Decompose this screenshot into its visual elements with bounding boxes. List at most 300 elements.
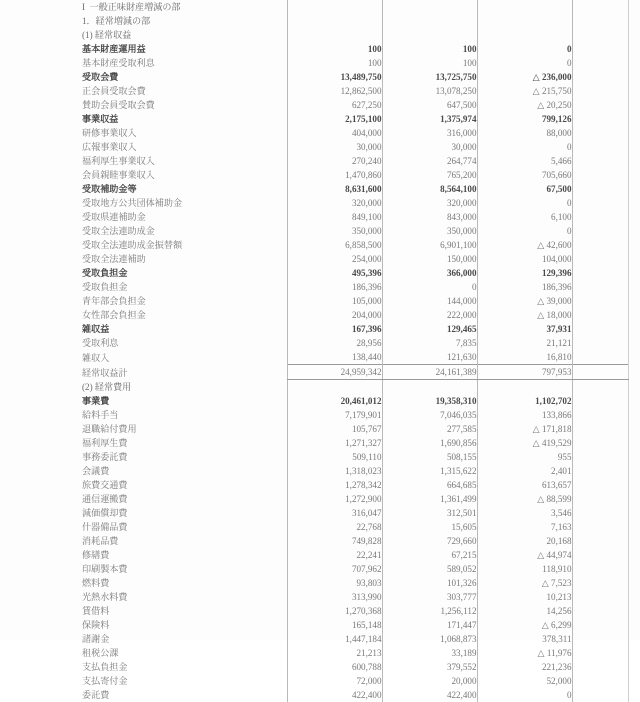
table-row [82, 548, 628, 562]
amount-previous: 1,375,974 [382, 112, 477, 126]
amount-difference [477, 380, 572, 395]
row-label: 支払寄付金 [82, 676, 128, 686]
amount-previous [382, 380, 477, 395]
amount-previous: 366,000 [382, 266, 477, 280]
amount-current: 404,000 [287, 126, 382, 140]
row-label: I 一般正味財産増減の部 [82, 2, 181, 12]
row-tail-cell [572, 688, 628, 702]
amount-current: 72,000 [287, 674, 382, 688]
amount-current: 105,000 [287, 294, 382, 308]
amount-current: 749,828 [287, 534, 382, 548]
amount-previous: 765,200 [382, 168, 477, 182]
amount-current: 100 [287, 42, 382, 56]
row-tail-cell [572, 674, 628, 688]
table-row [82, 478, 628, 492]
amount-current: 254,000 [287, 252, 382, 266]
amount-previous: 664,685 [382, 478, 477, 492]
amount-current: 1,278,342 [287, 478, 382, 492]
row-label: 給料手当 [82, 410, 119, 420]
row-tail-cell [572, 196, 628, 210]
table-row [82, 336, 628, 350]
table-row [82, 280, 628, 294]
amount-difference [477, 618, 572, 632]
amount-difference: 3,546 [477, 506, 572, 520]
amount-previous: 33,189 [382, 646, 477, 660]
table-row [82, 112, 628, 126]
row-tail-cell [572, 534, 628, 548]
amount-current: 6,858,500 [287, 238, 382, 252]
amount-current: 707,962 [287, 562, 382, 576]
row-label: 通信運搬費 [82, 494, 128, 504]
amount-previous: 8,564,100 [382, 182, 477, 196]
amount-previous: 13,078,250 [382, 84, 477, 98]
row-tail-cell [572, 380, 628, 395]
amount-previous: 843,000 [382, 210, 477, 224]
amount-previous: 422,400 [382, 688, 477, 702]
row-tail-cell [572, 478, 628, 492]
amount-previous [382, 28, 477, 42]
amount-difference: 0 [477, 42, 572, 56]
amount-previous: 13,725,750 [382, 70, 477, 84]
table-body [82, 0, 628, 702]
amount-previous: 24,161,389 [382, 365, 477, 380]
amount-previous: 30,000 [382, 140, 477, 154]
amount-difference [477, 422, 572, 436]
row-label: 修繕費 [82, 550, 110, 560]
table-row [82, 126, 628, 140]
amount-difference [477, 576, 572, 590]
row-tail-cell [572, 322, 628, 336]
row-label: 雑収益 [82, 324, 110, 334]
row-tail-cell [572, 365, 628, 380]
amount-difference [477, 646, 572, 660]
amount-previous: 144,000 [382, 294, 477, 308]
row-tail-cell [572, 308, 628, 322]
amount-current: 7,179,901 [287, 408, 382, 422]
table-row [82, 674, 628, 688]
table-row [82, 70, 628, 84]
table-row [82, 266, 628, 280]
amount-current: 313,990 [287, 590, 382, 604]
table-row [82, 590, 628, 604]
row-label: 基本財産運用益 [82, 44, 146, 54]
row-tail-cell [572, 350, 628, 365]
negative-value: △ 236,000 [533, 72, 572, 82]
amount-previous: 6,901,100 [382, 238, 477, 252]
amount-difference [477, 548, 572, 562]
row-tail-cell [572, 224, 628, 238]
table-row [82, 408, 628, 422]
amount-previous: 1,068,873 [382, 632, 477, 646]
row-tail-cell [572, 436, 628, 450]
table-row [82, 646, 628, 660]
row-tail-cell [572, 112, 628, 126]
amount-previous: 1,315,622 [382, 464, 477, 478]
table-row [82, 168, 628, 182]
amount-difference: 129,396 [477, 266, 572, 280]
amount-difference [477, 238, 572, 252]
amount-difference: 88,000 [477, 126, 572, 140]
table-row [82, 365, 628, 380]
row-label: 受取全法連助成金 [82, 226, 155, 236]
amount-previous: 121,630 [382, 350, 477, 365]
negative-value: △ 171,818 [533, 424, 572, 434]
amount-difference: 799,126 [477, 112, 572, 126]
table-row [82, 492, 628, 506]
financial-statement-table [82, 0, 629, 702]
table-row [82, 576, 628, 590]
amount-current: 1,470,860 [287, 168, 382, 182]
amount-difference: 5,466 [477, 154, 572, 168]
row-label: 賃借料 [82, 606, 110, 616]
amount-previous [382, 0, 477, 14]
table-row [82, 224, 628, 238]
table-row [82, 154, 628, 168]
table-row [82, 422, 628, 436]
amount-current: 422,400 [287, 688, 382, 702]
row-label: 受取負担金 [82, 282, 128, 292]
negative-value: △ 20,250 [537, 100, 571, 110]
amount-current: 20,461,012 [287, 394, 382, 408]
table-row [82, 56, 628, 70]
row-label: (2) 経常費用 [82, 382, 132, 392]
row-label: 福利厚生費 [82, 438, 128, 448]
row-tail-cell [572, 266, 628, 280]
row-label: 受取会費 [82, 72, 119, 82]
row-label: 租税公課 [82, 648, 119, 658]
row-label: 会員親睦事業収入 [82, 170, 155, 180]
row-label: 委託費 [82, 690, 110, 700]
amount-previous: 100 [382, 42, 477, 56]
amount-difference: 0 [477, 140, 572, 154]
amount-current [287, 28, 382, 42]
amount-difference: 52,000 [477, 674, 572, 688]
row-label: 受取県連補助金 [82, 212, 146, 222]
negative-value: △ 42,600 [537, 240, 571, 250]
amount-difference [477, 0, 572, 14]
amount-previous: 171,447 [382, 618, 477, 632]
amount-previous [382, 14, 477, 28]
row-label: (1) 経常収益 [82, 30, 132, 40]
row-label: 福利厚生事業収入 [82, 156, 155, 166]
table-row [82, 308, 628, 322]
row-label: 受取負担金 [82, 268, 128, 278]
amount-difference: 67,500 [477, 182, 572, 196]
row-label: 会議費 [82, 466, 110, 476]
amount-current: 495,396 [287, 266, 382, 280]
amount-difference [477, 492, 572, 506]
amount-previous: 316,000 [382, 126, 477, 140]
amount-difference: 0 [477, 56, 572, 70]
amount-current: 100 [287, 56, 382, 70]
amount-current: 320,000 [287, 196, 382, 210]
amount-current: 105,767 [287, 422, 382, 436]
table-row [82, 688, 628, 702]
amount-current [287, 0, 382, 14]
amount-current [287, 14, 382, 28]
row-tail-cell [572, 210, 628, 224]
row-tail-cell [572, 464, 628, 478]
amount-current: 165,148 [287, 618, 382, 632]
row-tail-cell [572, 562, 628, 576]
amount-current: 12,862,500 [287, 84, 382, 98]
row-tail-cell [572, 604, 628, 618]
amount-difference: 16,810 [477, 350, 572, 365]
row-tail-cell [572, 394, 628, 408]
negative-value: △ 44,974 [537, 550, 571, 560]
row-tail-cell [572, 492, 628, 506]
row-tail-cell [572, 42, 628, 56]
amount-current [287, 380, 382, 395]
amount-difference: 955 [477, 450, 572, 464]
amount-previous: 101,326 [382, 576, 477, 590]
table-row [82, 210, 628, 224]
amount-difference: 221,236 [477, 660, 572, 674]
amount-difference: 7,163 [477, 520, 572, 534]
row-label: 消耗品費 [82, 536, 119, 546]
row-tail-cell [572, 294, 628, 308]
amount-previous: 264,774 [382, 154, 477, 168]
table-row [82, 238, 628, 252]
table-row [82, 604, 628, 618]
amount-difference [477, 308, 572, 322]
table-row [82, 534, 628, 548]
row-label: 諸謝金 [82, 634, 110, 644]
negative-value: △ 88,599 [537, 494, 571, 504]
table-row [82, 520, 628, 534]
row-label: 受取全法連助成金振替額 [82, 240, 183, 250]
amount-current: 204,000 [287, 308, 382, 322]
amount-previous: 7,046,035 [382, 408, 477, 422]
row-tail-cell [572, 632, 628, 646]
row-label: 受取利息 [82, 338, 119, 348]
amount-current: 22,768 [287, 520, 382, 534]
table-row [82, 294, 628, 308]
amount-difference: 133,866 [477, 408, 572, 422]
row-tail-cell [572, 84, 628, 98]
amount-previous: 589,052 [382, 562, 477, 576]
row-tail-cell [572, 126, 628, 140]
row-label: 広報事業収入 [82, 142, 137, 152]
row-tail-cell [572, 252, 628, 266]
amount-current: 13,489,750 [287, 70, 382, 84]
amount-previous: 15,605 [382, 520, 477, 534]
row-label: 退職給付費用 [82, 424, 137, 434]
row-tail-cell [572, 660, 628, 674]
amount-difference: 186,396 [477, 280, 572, 294]
amount-difference [477, 70, 572, 84]
negative-value: △ 11,976 [538, 648, 572, 658]
table-row [82, 196, 628, 210]
amount-previous: 1,361,499 [382, 492, 477, 506]
amount-previous: 277,585 [382, 422, 477, 436]
amount-previous: 729,660 [382, 534, 477, 548]
amount-difference: 14,256 [477, 604, 572, 618]
amount-difference [477, 436, 572, 450]
amount-difference: 104,000 [477, 252, 572, 266]
amount-previous: 312,501 [382, 506, 477, 520]
amount-previous: 19,358,310 [382, 394, 477, 408]
row-tail-cell [572, 70, 628, 84]
amount-difference: 20,168 [477, 534, 572, 548]
amount-previous: 1,690,856 [382, 436, 477, 450]
table-row [82, 380, 628, 395]
amount-current: 22,241 [287, 548, 382, 562]
table-row [82, 394, 628, 408]
table-row [82, 632, 628, 646]
table-row [82, 84, 628, 98]
amount-difference: 6,100 [477, 210, 572, 224]
row-tail-cell [572, 576, 628, 590]
table-row [82, 450, 628, 464]
row-tail-cell [572, 506, 628, 520]
negative-value: △ 419,529 [533, 438, 572, 448]
amount-current: 270,240 [287, 154, 382, 168]
row-tail-cell [572, 140, 628, 154]
row-label: 雑収入 [82, 352, 110, 363]
row-tail-cell [572, 14, 628, 28]
negative-value: △ 6,299 [542, 620, 572, 630]
table-row [82, 506, 628, 520]
amount-difference [477, 28, 572, 42]
amount-current: 509,110 [287, 450, 382, 464]
amount-previous: 100 [382, 56, 477, 70]
negative-value: △ 39,000 [537, 296, 571, 306]
negative-value: △ 18,000 [537, 310, 571, 320]
row-tail-cell [572, 548, 628, 562]
row-label: 正会員受取会費 [82, 86, 146, 96]
amount-previous: 1,256,112 [382, 604, 477, 618]
row-tail-cell [572, 422, 628, 436]
table-row [82, 660, 628, 674]
row-tail-cell [572, 618, 628, 632]
amount-previous: 129,465 [382, 322, 477, 336]
row-label: 受取補助金等 [82, 184, 137, 194]
amount-previous: 67,215 [382, 548, 477, 562]
row-label: 受取地方公共団体補助金 [82, 198, 183, 208]
amount-current: 600,788 [287, 660, 382, 674]
table-row [82, 42, 628, 56]
row-tail-cell [572, 28, 628, 42]
amount-previous: 7,835 [382, 336, 477, 350]
amount-current: 1,447,184 [287, 632, 382, 646]
table-row [82, 464, 628, 478]
row-tail-cell [572, 408, 628, 422]
amount-difference: 21,121 [477, 336, 572, 350]
amount-previous: 350,000 [382, 224, 477, 238]
negative-value: △ 215,750 [533, 86, 572, 96]
amount-difference: 2,401 [477, 464, 572, 478]
amount-difference: 10,213 [477, 590, 572, 604]
row-label: 保険料 [82, 620, 110, 630]
table-row [82, 182, 628, 196]
row-tail-cell [572, 336, 628, 350]
row-label: 賛助会員受取会費 [82, 100, 155, 110]
amount-current: 8,631,600 [287, 182, 382, 196]
row-tail-cell [572, 590, 628, 604]
table-row [82, 98, 628, 112]
amount-previous: 303,777 [382, 590, 477, 604]
row-label: 受取全法連補助 [82, 254, 146, 264]
row-label: 燃料費 [82, 578, 110, 588]
amount-current: 186,396 [287, 280, 382, 294]
table-row [82, 562, 628, 576]
amount-difference: 705,660 [477, 168, 572, 182]
amount-previous: 647,500 [382, 98, 477, 112]
amount-difference: 0 [477, 224, 572, 238]
table-row [82, 252, 628, 266]
negative-value: △ 7,523 [542, 578, 572, 588]
row-tail-cell [572, 98, 628, 112]
row-tail-cell [572, 450, 628, 464]
row-tail-cell [572, 0, 628, 14]
amount-current: 316,047 [287, 506, 382, 520]
table-row [82, 14, 628, 28]
row-tail-cell [572, 182, 628, 196]
amount-previous: 20,000 [382, 674, 477, 688]
row-label: 1．経常増減の部 [82, 16, 151, 26]
row-tail-cell [572, 56, 628, 70]
row-label: 什器備品費 [82, 522, 128, 532]
row-tail-cell [572, 520, 628, 534]
table-row [82, 28, 628, 42]
amount-difference: 0 [477, 688, 572, 702]
table-row [82, 0, 628, 14]
amount-current: 1,318,023 [287, 464, 382, 478]
row-label: 研修事業収入 [82, 128, 137, 138]
amount-current: 849,100 [287, 210, 382, 224]
amount-current: 1,271,327 [287, 436, 382, 450]
row-tail-cell [572, 280, 628, 294]
row-label: 事業収益 [82, 114, 119, 124]
row-label: 印刷製本費 [82, 564, 128, 574]
amount-current: 2,175,100 [287, 112, 382, 126]
amount-current: 627,250 [287, 98, 382, 112]
row-tail-cell [572, 168, 628, 182]
row-label: 青年部会負担金 [82, 296, 146, 306]
amount-difference [477, 84, 572, 98]
row-label: 事務委託費 [82, 452, 128, 462]
row-tail-cell [572, 238, 628, 252]
row-tail-cell [572, 646, 628, 660]
row-label: 支払負担金 [82, 662, 128, 672]
row-label: 経常収益計 [82, 367, 128, 378]
amount-previous: 508,155 [382, 450, 477, 464]
row-label: 光熱水料費 [82, 592, 128, 602]
amount-difference: 37,931 [477, 322, 572, 336]
row-label: 減価償却費 [82, 508, 128, 518]
amount-previous: 320,000 [382, 196, 477, 210]
amount-current: 138,440 [287, 350, 382, 365]
amount-current: 1,272,900 [287, 492, 382, 506]
amount-difference [477, 98, 572, 112]
amount-current: 93,803 [287, 576, 382, 590]
amount-difference [477, 14, 572, 28]
table-row [82, 618, 628, 632]
table-row [82, 436, 628, 450]
amount-difference: 0 [477, 196, 572, 210]
amount-difference: 797,953 [477, 365, 572, 380]
table-row [82, 350, 628, 365]
amount-previous: 0 [382, 280, 477, 294]
amount-difference: 378,311 [477, 632, 572, 646]
table-row [82, 322, 628, 336]
amount-difference [477, 294, 572, 308]
amount-previous: 150,000 [382, 252, 477, 266]
amount-current: 30,000 [287, 140, 382, 154]
amount-difference: 118,910 [477, 562, 572, 576]
row-tail-cell [572, 154, 628, 168]
